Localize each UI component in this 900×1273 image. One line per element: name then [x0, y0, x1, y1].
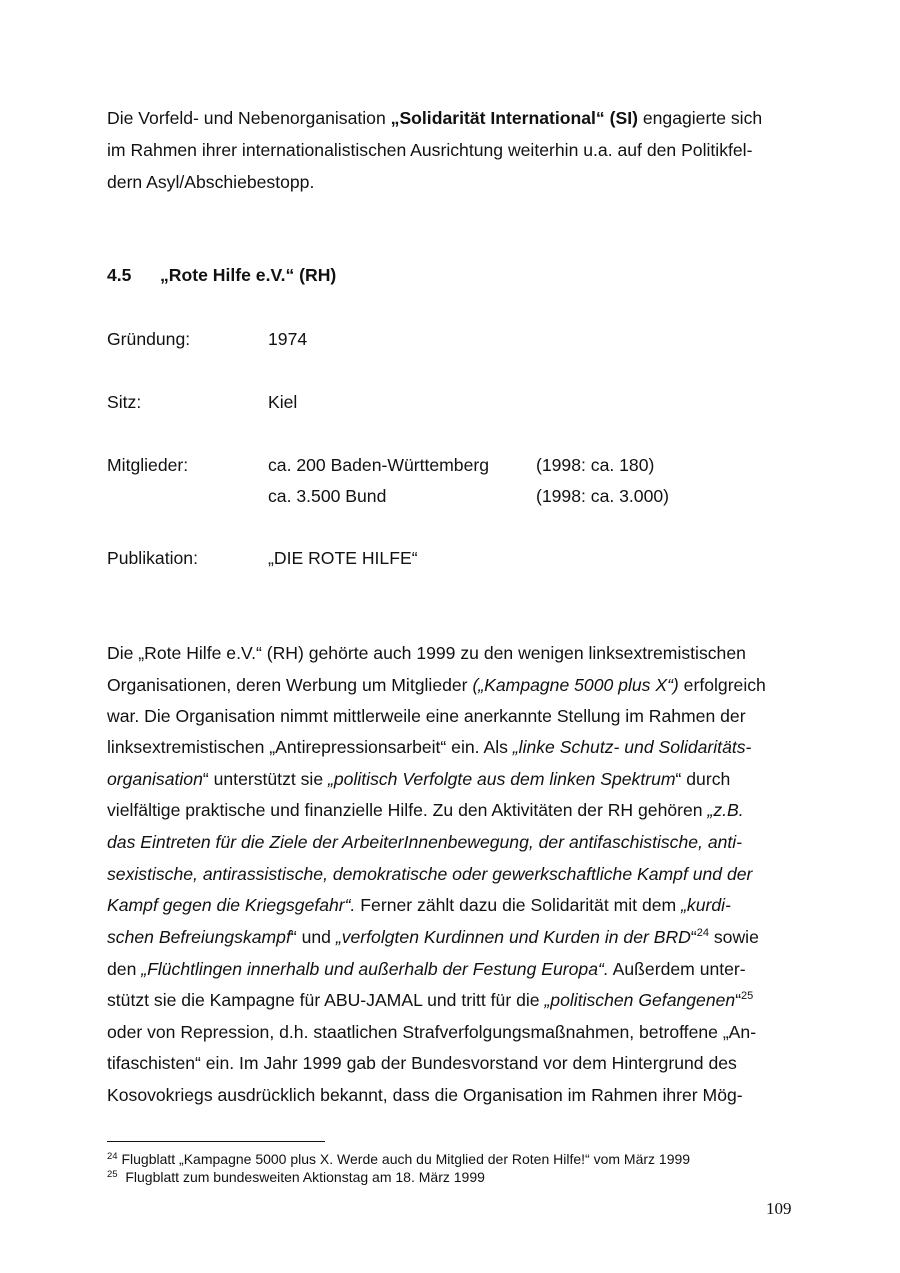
- quote-kurdish: „kurdi-: [681, 895, 731, 915]
- body-line-9: [107, 895, 731, 916]
- body-text: “: [690, 927, 697, 947]
- founded-value: 1974: [268, 329, 308, 349]
- footnote-24: [107, 1151, 690, 1167]
- body-line-5: [107, 769, 730, 790]
- footnote-ref-25: 25: [741, 990, 754, 1002]
- body-line-2: [107, 675, 766, 696]
- members-bw-prev: (1998: ca. 180): [536, 455, 655, 475]
- body-text: Organisationen, deren Werbung um Mitglieder: [107, 675, 473, 695]
- members-federal: ca. 3.500 Bund: [268, 486, 387, 506]
- body-text: “ unterstützt sie: [202, 769, 329, 789]
- body-text: sowie: [709, 927, 759, 947]
- body-line-1: Die „Rote Hilfe e.V.“ (RH) gehörte auch 1999 zu den wenigen linksextremistischen: [107, 643, 746, 663]
- body-text: erfolgreich: [678, 675, 766, 695]
- quote-refugees: „Flüchtlingen innerhalb und außerhalb der Festung Europa“.: [141, 959, 609, 979]
- quote-activities: sexistische, antirassistische, demokratische oder gewerkschaftliche Kampf und der: [107, 864, 753, 884]
- quote-activities: Kampf gegen die Kriegsgefahr“.: [107, 895, 356, 915]
- members-federal-prev: (1998: ca. 3.000): [536, 486, 670, 506]
- members-bw: ca. 200 Baden-Württemberg: [268, 455, 490, 475]
- intro-line-1: [107, 108, 762, 129]
- quote-kurdish: schen Befreiungskampf: [107, 927, 291, 947]
- footnote-text: Flugblatt zum bundesweiten Aktionstag am 18. März 1999: [117, 1169, 485, 1185]
- footnote-number: 25: [107, 1169, 118, 1180]
- body-line-8: [107, 864, 752, 885]
- publication-label: Publikation:: [107, 548, 198, 568]
- quote-campaign: („Kampagne 5000 plus X“): [472, 675, 679, 695]
- body-text: stützt sie die Kampagne für ABU-JAMAL und tritt für die: [107, 990, 545, 1010]
- body-line-4: [107, 737, 751, 758]
- body-line-10: [107, 927, 759, 948]
- org-name-si: „Solidarität International“ (SI): [390, 108, 638, 128]
- body-line-15: Kosovokriegs ausdrücklich bekannt, dass die Organisation im Rahmen ihrer Mög-: [107, 1085, 743, 1105]
- quote-organisation: organisation: [107, 769, 203, 789]
- body-text: Ferner zählt dazu die Solidarität mit dem: [355, 895, 682, 915]
- seat-value: Kiel: [268, 392, 298, 412]
- section-heading: [107, 265, 337, 286]
- publication-value: „DIE ROTE HILFE“: [268, 548, 418, 568]
- intro-text: engagierte sich: [637, 108, 763, 128]
- quote-organisation: „linke Schutz- und Solidaritäts-: [512, 737, 752, 757]
- body-line-3: war. Die Organisation nimmt mittlerweile eine anerkannte Stellung im Rahmen der: [107, 706, 746, 726]
- footnote-number: 24: [107, 1151, 118, 1162]
- body-line-7: [107, 832, 742, 853]
- body-line-6: [107, 800, 744, 821]
- footnote-text: Flugblatt „Kampagne 5000 plus X. Werde auch du Mitglied der Roten Hilfe!“ vom März 1999: [117, 1151, 691, 1167]
- intro-line-3: dern Asyl/Abschiebestopp.: [107, 172, 315, 192]
- page-number: 109: [766, 1199, 792, 1218]
- founded-label: Gründung:: [107, 329, 191, 349]
- section-number: 4.5: [107, 265, 132, 285]
- body-line-14: tifaschisten“ ein. Im Jahr 1999 gab der Bundesvorstand vor dem Hintergrund des: [107, 1053, 737, 1073]
- quote-persecuted: „politisch Verfolgte aus dem linken Spektrum: [328, 769, 676, 789]
- body-text: den: [107, 959, 142, 979]
- members-label: Mitglieder:: [107, 455, 189, 475]
- body-text: “ durch: [675, 769, 731, 789]
- footnote-separator: [107, 1141, 325, 1142]
- body-line-11: [107, 959, 746, 980]
- section-title: „Rote Hilfe e.V.“ (RH): [160, 265, 337, 285]
- intro-text: Die Vorfeld- und Nebenorganisation: [107, 108, 391, 128]
- body-text: linksextremistischen „Antirepressionsarbeit“ ein. Als: [107, 737, 513, 757]
- body-line-12: [107, 990, 753, 1011]
- body-text: “: [735, 990, 742, 1010]
- quote-prisoners: „politischen Gefangenen: [544, 990, 736, 1010]
- footnote-25: [107, 1169, 485, 1185]
- body-line-13: oder von Repression, d.h. staatlichen Strafverfolgungsmaßnahmen, betroffene „An-: [107, 1022, 757, 1042]
- body-text: vielfältige praktische und finanzielle Hilfe. Zu den Aktivitäten der RH gehören: [107, 800, 708, 820]
- seat-label: Sitz:: [107, 392, 142, 412]
- quote-activities: das Eintreten für die Ziele der ArbeiterInnenbewegung, der antifaschistische, anti-: [107, 832, 743, 852]
- footnote-ref-24: 24: [696, 927, 709, 939]
- body-text: “ und: [290, 927, 336, 947]
- body-text: Außerdem unter-: [608, 959, 746, 979]
- quote-activities: „z.B.: [707, 800, 744, 820]
- quote-kurds-brd: „verfolgten Kurdinnen und Kurden in der BRD: [335, 927, 691, 947]
- intro-line-2: im Rahmen ihrer internationalistischen Ausrichtung weiterhin u.a. auf den Politikfel-: [107, 140, 753, 160]
